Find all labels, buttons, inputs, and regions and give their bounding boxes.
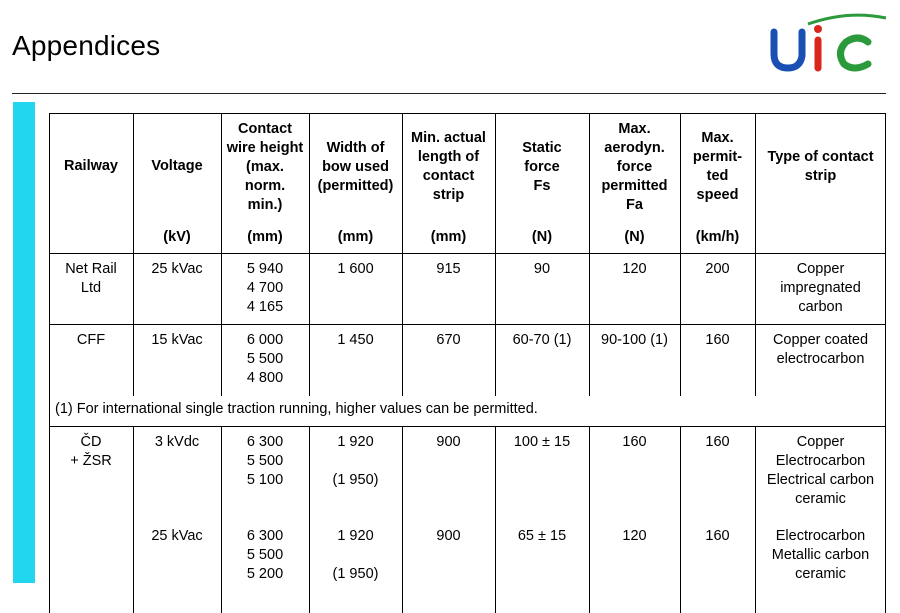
table-cell: 900 [436, 434, 461, 450]
column-header: Static force Fs [522, 140, 562, 194]
table-cell: 5 940 4 700 4 165 [246, 261, 284, 315]
table-cell: 1 600 [337, 261, 374, 277]
table-cell: 6 300 5 500 5 100 [246, 434, 284, 488]
column-unit: (km/h) [695, 229, 740, 245]
column-unit: (mm) [247, 229, 283, 245]
table-cell: 200 [705, 261, 730, 277]
header-rule [12, 93, 886, 94]
column-header: Max. permit- ted speed [692, 130, 743, 203]
table-cell: 1 920 (1 950) [332, 434, 379, 488]
table-cell: 120 [622, 528, 647, 544]
column-unit: (mm) [337, 229, 374, 245]
table-cell: Copper impregnated carbon [780, 261, 861, 315]
column-unit: (N) [531, 229, 553, 245]
column-header: Voltage [151, 158, 203, 174]
table-cell: 25 kVac [151, 528, 203, 544]
column-header: Contact wire height (max. norm. min.) [226, 121, 304, 213]
row-divider [49, 426, 886, 427]
table-cell: 3 kVdc [154, 434, 200, 450]
table-cell: 90-100 (1) [601, 332, 668, 348]
table-cell: 670 [436, 332, 461, 348]
col-divider [133, 113, 134, 396]
table-cell: 6 000 5 500 4 800 [246, 332, 284, 386]
table-cell: Copper Electrocarbon Electrical carbon ceramic [766, 434, 875, 507]
table-cell: Electrocarbon Metallic carbon ceramic [771, 528, 870, 582]
table-cell: Net Rail Ltd [65, 261, 117, 296]
column-header: Type of contact strip [767, 149, 874, 184]
table-cell: 160 [705, 332, 730, 348]
col-divider [680, 426, 681, 613]
table-cell: 915 [436, 261, 461, 277]
row-divider [49, 253, 886, 254]
col-divider [402, 426, 403, 613]
table-cell: 1 450 [337, 332, 374, 348]
row-divider [49, 324, 886, 325]
column-header: Width of bow used (permitted) [317, 140, 394, 194]
table-cell: 15 kVac [151, 332, 203, 348]
column-unit: (N) [624, 229, 645, 245]
col-divider [495, 426, 496, 613]
table-cell: 120 [622, 261, 647, 277]
column-unit: (mm) [430, 229, 467, 245]
table-cell: ČD + ŽSR [70, 434, 112, 469]
table-cell: 100 ± 15 [513, 434, 571, 450]
table-cell: Copper coated electrocarbon [772, 332, 869, 367]
table-footnote: (1) For international single traction running, higher values can be permitted. [55, 401, 538, 417]
column-unit: (kV) [163, 229, 191, 245]
table-cell: 900 [436, 528, 461, 544]
table-cell: 6 300 5 500 5 200 [246, 528, 284, 582]
table-cell: 160 [622, 434, 647, 450]
column-header: Max. aerodyn. force permitted Fa [601, 121, 668, 213]
table-cell: 1 920 (1 950) [332, 528, 379, 582]
uic-logo [768, 12, 892, 76]
table-border [49, 113, 886, 114]
table-cell: 60-70 (1) [512, 332, 572, 348]
table-cell: 25 kVac [151, 261, 203, 277]
column-header: Railway [64, 158, 118, 174]
column-header: Min. actual length of contact strip [411, 130, 486, 203]
table-border [49, 113, 50, 613]
col-divider [589, 426, 590, 613]
table-cell: 160 [705, 528, 730, 544]
page-title: Appendices [12, 30, 161, 61]
data-table [49, 113, 886, 613]
change-bar [13, 102, 35, 583]
table-cell: CFF [76, 332, 106, 348]
col-divider [133, 426, 134, 613]
table-cell: 90 [533, 261, 551, 277]
table-cell: 160 [705, 434, 730, 450]
table-cell: 65 ± 15 [517, 528, 567, 544]
